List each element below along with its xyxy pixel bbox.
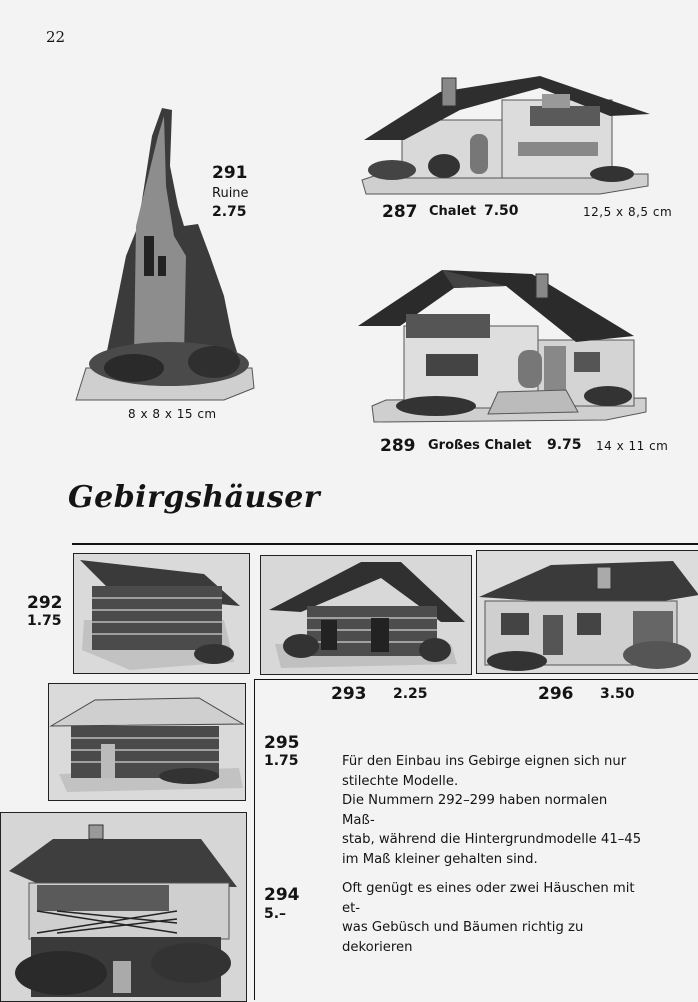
section-rule: [72, 543, 698, 545]
description-line: im Maß kleiner gehalten sind.: [342, 851, 538, 867]
grosses-chalet-photo: [356, 266, 650, 426]
page-number: 22: [46, 28, 66, 46]
chalet-name: Chalet: [429, 204, 477, 219]
house-292-photo: [73, 553, 250, 674]
ruine-number: 291: [212, 163, 248, 183]
chalet-photo: [360, 70, 652, 196]
description-text: [342, 752, 642, 967]
house-294-photo: [0, 812, 247, 1002]
inner-rule-vertical: [254, 679, 255, 1000]
grosses-chalet-name: Großes Chalet: [428, 438, 532, 453]
house-292-number: 292: [27, 593, 63, 613]
grosses-chalet-price: 9.75: [547, 437, 582, 453]
section-heading: Gebirgshäuser: [68, 480, 321, 515]
grosses-chalet-size: 14 x 11 cm: [596, 439, 669, 453]
chalet-price: 7.50: [484, 203, 519, 219]
description-line: Die Nummern 292–299 haben normalen Maß-: [342, 793, 608, 828]
inner-rule-horizontal: [254, 679, 698, 680]
house-295-price: 1.75: [264, 753, 299, 769]
ruine-price: 2.75: [212, 204, 247, 220]
house-294-price: 5.–: [264, 906, 287, 922]
house-295-number: 295: [264, 733, 300, 753]
house-293-price: 2.25: [393, 686, 428, 702]
chalet-number: 287: [382, 202, 418, 222]
grosses-chalet-number: 289: [380, 436, 416, 456]
house-295-photo: [48, 683, 246, 801]
ruine-photo: [74, 106, 258, 404]
house-296-number: 296: [538, 684, 574, 704]
house-294-number: 294: [264, 885, 300, 905]
description-line: was Gebüsch und Bäumen richtig zu dekorieren: [342, 920, 584, 955]
house-296-photo: [476, 550, 698, 674]
description-line: Oft genügt es eines oder zwei Häuschen mit et-: [342, 881, 635, 916]
description-paragraph-1: [342, 752, 642, 869]
ruine-name: Ruine: [212, 186, 249, 201]
chalet-size: 12,5 x 8,5 cm: [583, 205, 673, 219]
house-293-photo: [260, 555, 472, 675]
description-paragraph-2: [342, 879, 642, 957]
house-292-price: 1.75: [27, 613, 62, 629]
house-296-price: 3.50: [600, 686, 635, 702]
description-line: Für den Einbau ins Gebirge eignen sich nur: [342, 754, 627, 769]
description-line: stilechte Modelle.: [342, 773, 459, 789]
description-line: stab, während die Hintergrundmodelle 41–45: [342, 832, 642, 847]
ruine-size: 8 x 8 x 15 cm: [128, 407, 217, 421]
house-293-number: 293: [331, 684, 367, 704]
